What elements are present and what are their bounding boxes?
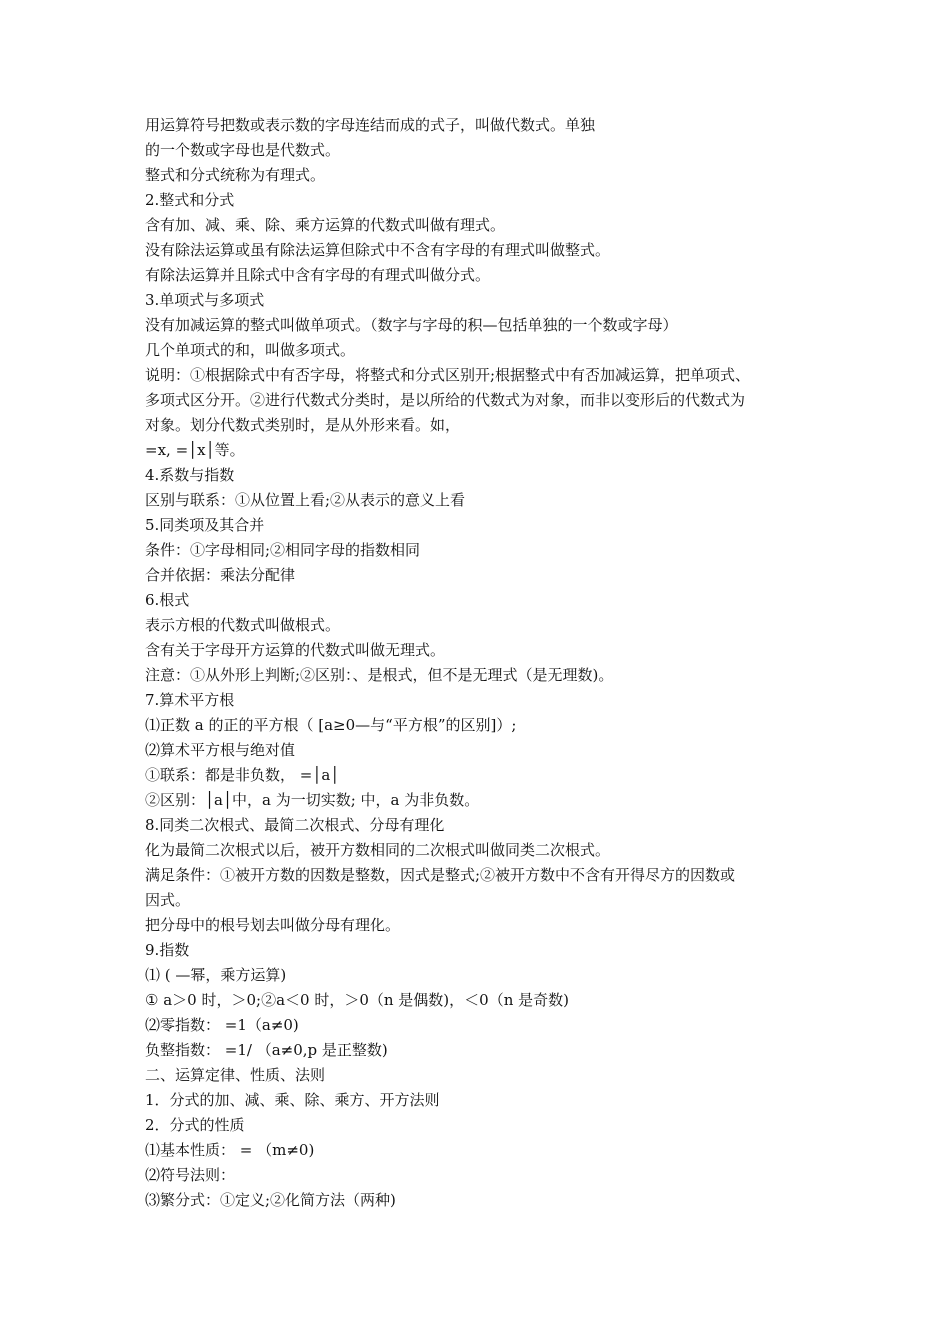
- section-heading: 8.同类二次根式、最简二次根式、分母有理化: [145, 816, 445, 834]
- text-line: 注意：①从外形上判断;②区别：、是根式，但不是无理式（是无理数)。: [145, 666, 614, 684]
- text-line: ①联系：都是非负数， =│a│: [145, 766, 340, 784]
- text-line: 把分母中的根号划去叫做分母有理化。: [145, 916, 401, 934]
- section-heading: 6.根式: [145, 591, 190, 609]
- text-line: 几个单项式的和，叫做多项式。: [145, 341, 356, 359]
- text-line: ⑴正数 a 的正的平方根（ [a≥0—与“平方根”的区别]）;: [145, 716, 517, 734]
- text-line: 没有加减运算的整式叫做单项式。（数字与字母的积—包括单独的一个数或字母）: [145, 316, 678, 334]
- section-heading: 9.指数: [145, 941, 190, 959]
- text-line: 满足条件：①被开方数的因数是整数，因式是整式;②被开方数中不含有开得尽方的因数或: [145, 866, 736, 884]
- text-line: ②区别：│a│中，a 为一切实数; 中，a 为非负数。: [145, 791, 480, 809]
- text-line: 整式和分式统称为有理式。: [145, 166, 326, 184]
- text-line: 负整指数： =1/ （a≠0,p 是正整数): [145, 1041, 388, 1059]
- text-line: 说明：①根据除式中有否字母，将整式和分式区别开;根据整式中有否加减运算，把单项式、: [145, 366, 751, 384]
- text-line: 用运算符号把数或表示数的字母连结而成的式子，叫做代数式。单独: [145, 116, 596, 134]
- text-line: 表示方根的代数式叫做根式。: [145, 616, 341, 634]
- text-line: 的一个数或字母也是代数式。: [145, 141, 341, 159]
- section-heading: 5.同类项及其合并: [145, 516, 265, 534]
- section-heading: 2.整式和分式: [145, 191, 235, 209]
- text-line: 区别与联系：①从位置上看;②从表示的意义上看: [145, 491, 466, 509]
- text-line: 对象。划分代数式类别时，是从外形来看。如，: [145, 416, 461, 434]
- text-line: 含有加、减、乘、除、乘方运算的代数式叫做有理式。: [145, 216, 506, 234]
- text-line: ⑵符号法则：: [145, 1166, 236, 1184]
- text-line: ⑵零指数： =1（a≠0): [145, 1016, 299, 1034]
- text-line: ⑶繁分式：①定义;②化简方法（两种): [145, 1191, 396, 1209]
- text-line: 条件：①字母相同;②相同字母的指数相同: [145, 541, 421, 559]
- text-line: =x, =│x│等。: [145, 441, 245, 459]
- section-heading: 3.单项式与多项式: [145, 291, 265, 309]
- text-line: 2．分式的性质: [145, 1116, 245, 1134]
- text-line: ⑴基本性质： = （m≠0): [145, 1141, 315, 1159]
- section-heading: 二、运算定律、性质、法则: [145, 1066, 326, 1084]
- text-line: ① a＞0 时，＞0;②a＜0 时，＞0（n 是偶数)，＜0（n 是奇数): [145, 991, 569, 1009]
- text-line: 没有除法运算或虽有除法运算但除式中不含有字母的有理式叫做整式。: [145, 241, 611, 259]
- text-line: 因式。: [145, 891, 191, 909]
- text-line: ⑴ ( —幂，乘方运算): [145, 966, 287, 984]
- text-line: 化为最简二次根式以后，被开方数相同的二次根式叫做同类二次根式。: [145, 841, 611, 859]
- text-line: ⑵算术平方根与绝对值: [145, 741, 296, 759]
- text-line: 合并依据：乘法分配律: [145, 566, 296, 584]
- text-line: 多项式区分开。②进行代数式分类时，是以所给的代数式为对象，而非以变形后的代数式为: [145, 391, 746, 409]
- section-heading: 4.系数与指数: [145, 466, 235, 484]
- document-body: [145, 113, 825, 1213]
- section-heading: 7.算术平方根: [145, 691, 235, 709]
- text-line: 有除法运算并且除式中含有字母的有理式叫做分式。: [145, 266, 491, 284]
- text-line: 1．分式的加、减、乘、除、乘方、开方法则: [145, 1091, 440, 1109]
- text-line: 含有关于字母开方运算的代数式叫做无理式。: [145, 641, 446, 659]
